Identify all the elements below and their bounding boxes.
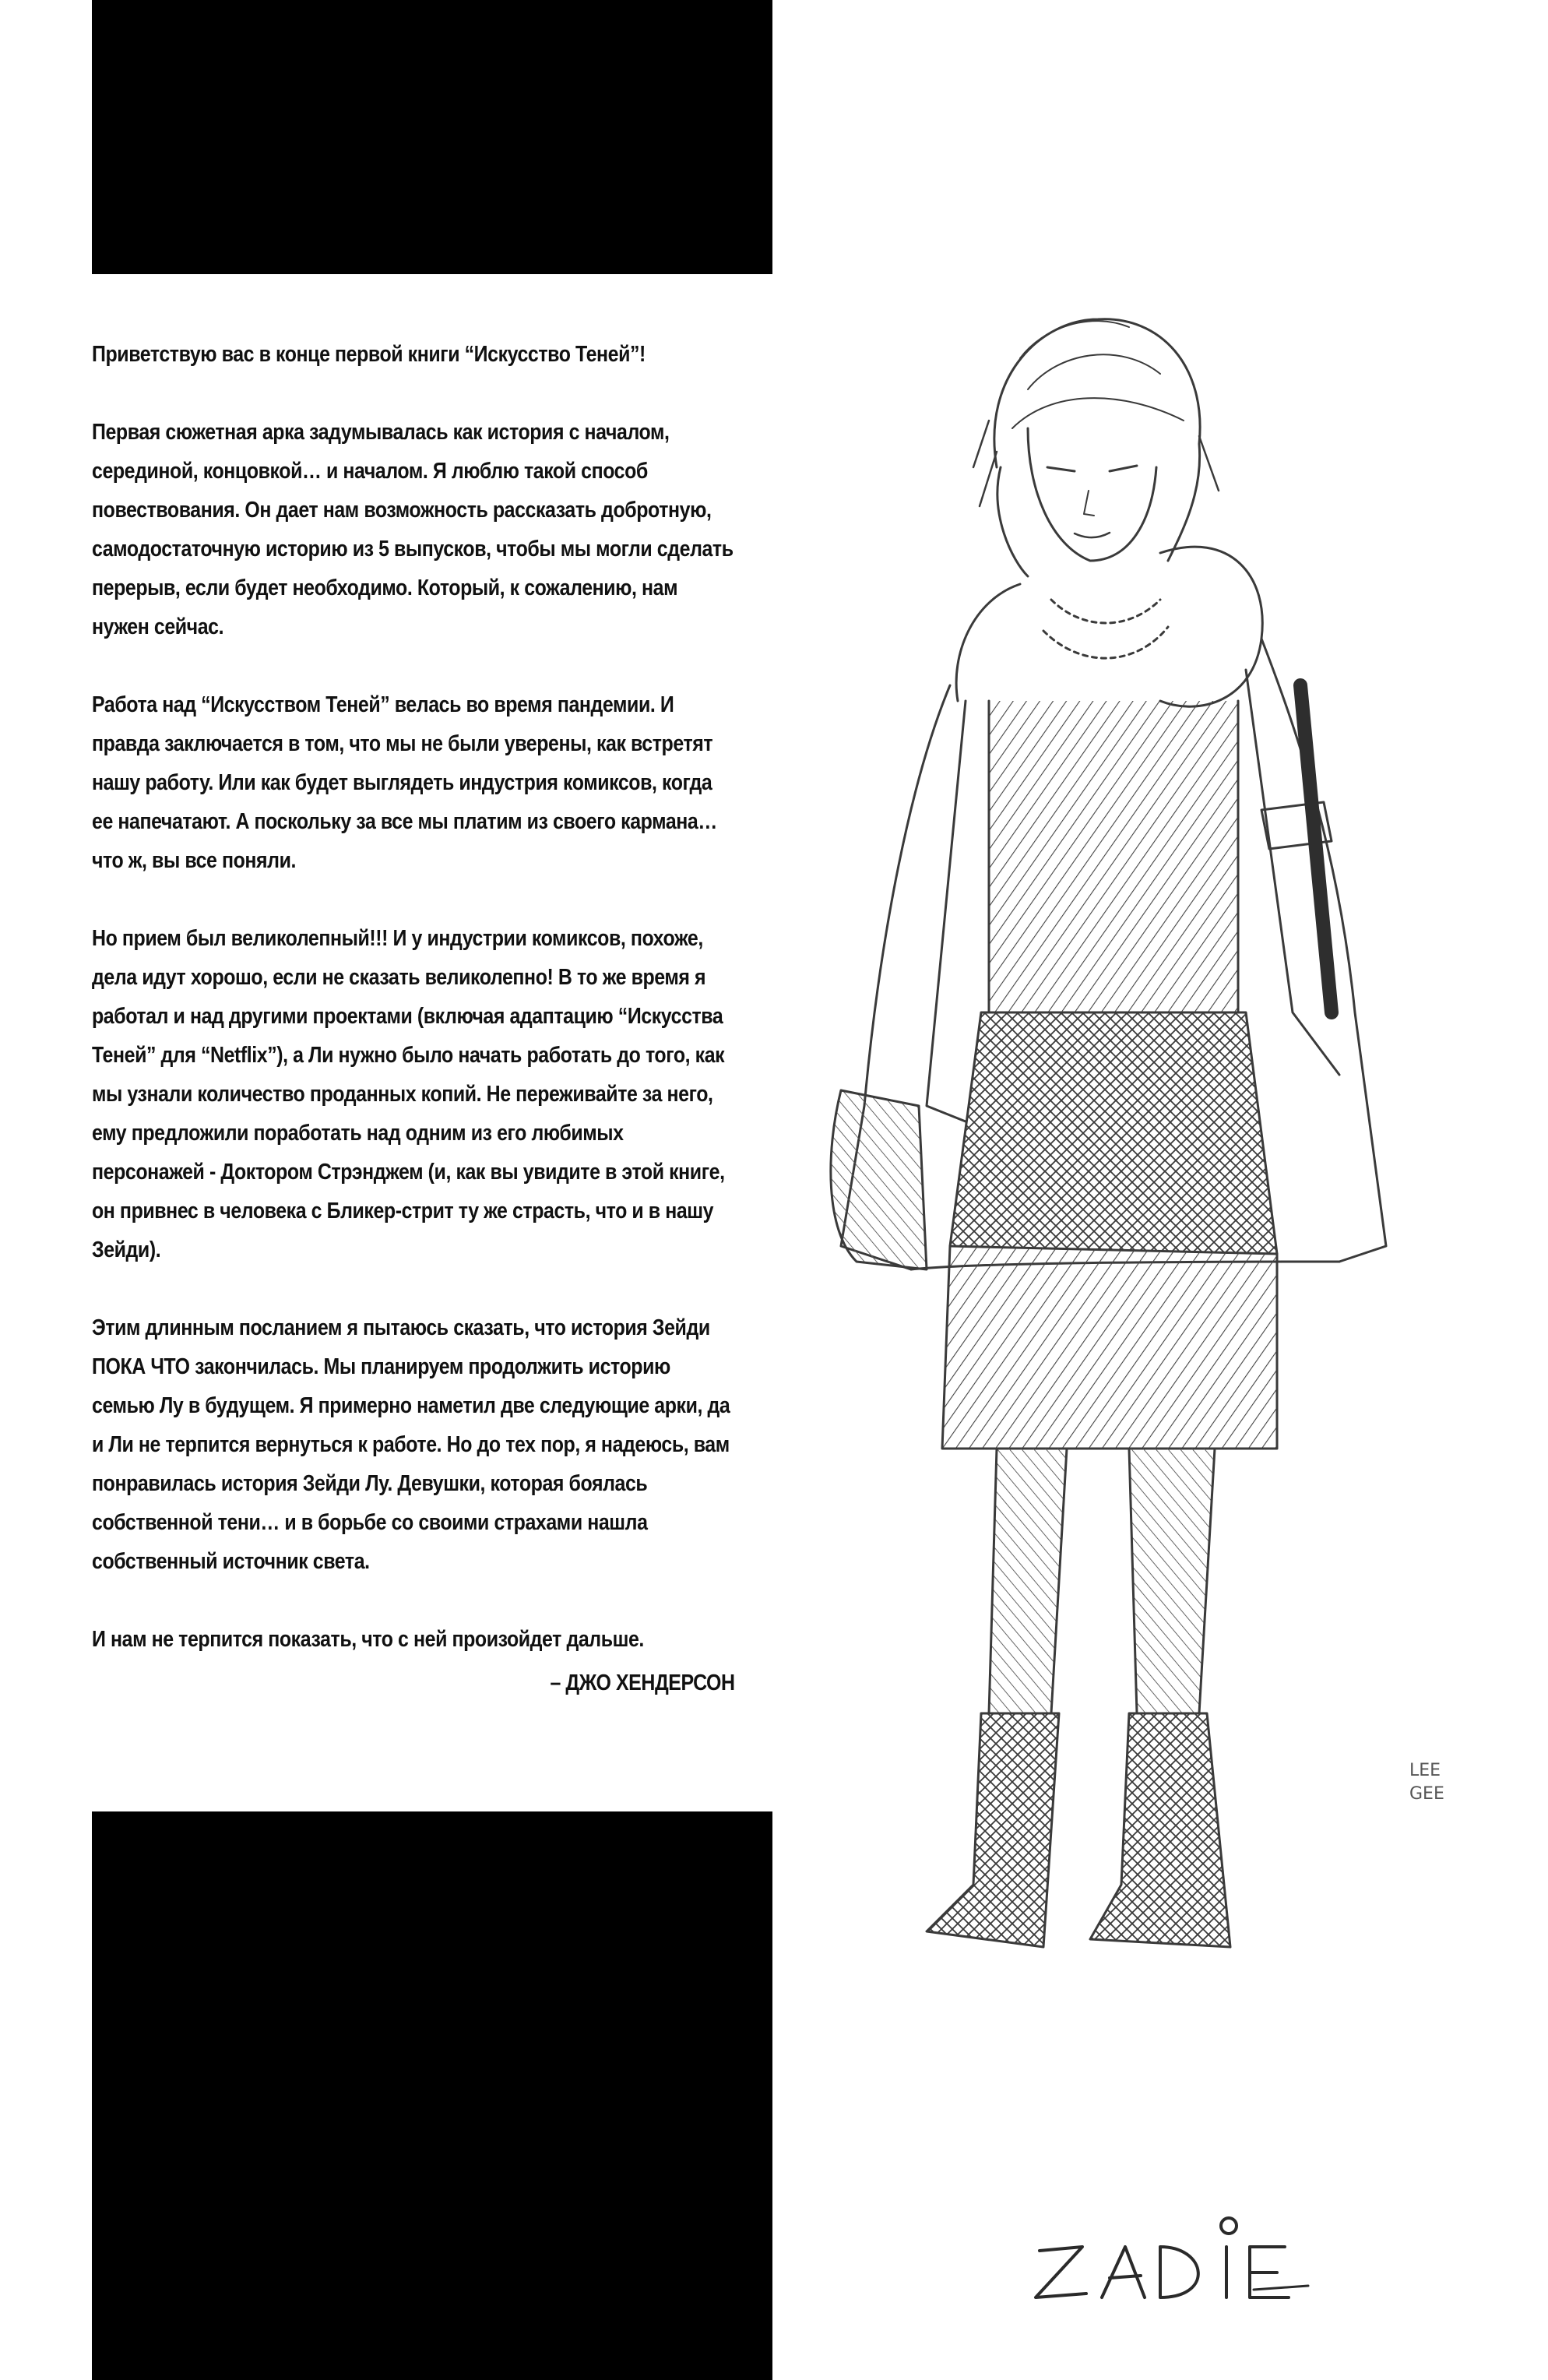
svg-text:GEE: GEE	[1409, 1784, 1444, 1804]
zadie-handwritten-title	[1028, 2212, 1324, 2313]
letter-paragraph-4: Этим длинным посланием я пытаюсь сказать, что история Зейди ПОКА ЧТО закончилась. Мы планируем продолжить историю семью Лу в будущем. Я примерно наметил две следующие арки, да и Ли не терпится вернуться к работе. Но до тех пор, я надеюсь, вам понравилась история Зейди Лу. Девушки, которая боялась собственной тени… и в борьбе со своими страхами нашла собственный источник света.	[92, 1315, 730, 1574]
top-black-panel	[92, 0, 772, 274]
author-signature: – ДЖО ХЕНДЕРСОН	[550, 1671, 735, 1695]
bottom-black-panel	[92, 1811, 772, 2380]
pencil-sketch-figure	[794, 234, 1495, 2165]
artist-mark: LEE	[1409, 1761, 1441, 1780]
letter-paragraph-1: Первая сюжетная арка задумывалась как история с началом, серединой, концовкой… и началом. Я люблю такой способ повествования. Он дает нам возможность рассказать добротную, самодостаточную историю из 5 выпусков, чтобы мы могли сделать перерыв, если будет необходимо. Который, к сожалению, нам нужен сейчас.	[92, 420, 734, 639]
letter-closing: И нам не терпится показать, что с ней произойдет дальше.	[92, 1627, 644, 1652]
letter-paragraph-2: Работа над “Искусством Теней” велась во время пандемии. И правда заключается в том, что мы не были уверены, как встретят нашу работу. Или как будет выглядеть индустрия комиксов, когда ее напечатают. А поскольку за все мы платим из своего кармана… что ж, вы все поняли.	[92, 692, 717, 873]
afterword-letter	[92, 335, 735, 1741]
letter-paragraph-3: Но прием был великолепный!!! И у индустрии комиксов, похоже, дела идут хорошо, если не сказать великолепно! В то же время я работал и над другими проектами (включая адаптацию “Искусства Теней” для “Netflix”), а Ли нужно было начать работать до того, как мы узнали количество проданных копий. Не переживайте за него, ему предложили поработать над одним из его любимых персонажей - Доктором Стрэнджем (и, как вы увидите в этой книге, он привнес в человека с Бликер-стрит ту же страсть, что и в нашу Зейди).	[92, 926, 725, 1262]
letter-greeting: Приветствую вас в конце первой книги “Искусство Теней”!	[92, 342, 646, 367]
